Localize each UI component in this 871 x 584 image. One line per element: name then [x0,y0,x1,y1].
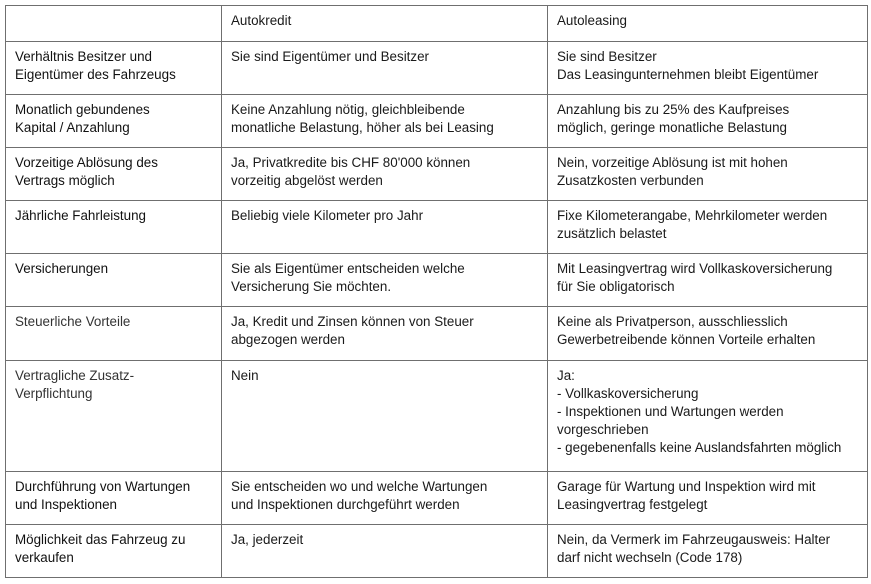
cell-text-line: für Sie obligatorisch [557,279,675,294]
cell-text-line: Monatlich gebundenes [15,102,150,117]
cell-text-line: Nein [231,368,259,383]
cell-text-line: Keine als Privatperson, ausschliesslich [557,314,788,329]
table-row [6,95,868,148]
header-row [6,6,868,42]
cell-text-line: monatliche Belastung, höher als bei Leasing [231,120,494,135]
cell-text-line: Nein, vorzeitige Ablösung ist mit hohen [557,155,788,170]
table-row [6,472,868,525]
table-row [6,361,868,472]
table-row [6,42,868,95]
table-body [6,42,868,578]
cell-text-line: möglich, geringe monatliche Belastung [557,120,788,135]
autoleasing-cell [548,361,868,472]
cell-text-line: Ja: [557,368,575,383]
autokredit-cell [222,525,548,578]
row-label-cell [6,42,222,95]
cell-text-line: Gewerbetreibende können Vorteile erhalten [557,332,816,347]
row-label-cell [6,361,222,472]
row-label-cell [6,201,222,254]
cell-text-line: verkaufen [15,550,74,565]
cell-text-line: Sie sind Eigentümer und Besitzer [231,49,429,64]
cell-text-line: - Inspektionen und Wartungen werden [557,404,784,419]
cell-text-line: Vorzeitige Ablösung des [15,155,158,170]
autokredit-cell [222,472,548,525]
row-label-cell [6,95,222,148]
cell-text-line: Das Leasingunternehmen bleibt Eigentümer [557,67,819,82]
autokredit-cell [222,42,548,95]
cell-text-line: Sie als Eigentümer entscheiden welche [231,261,465,276]
row-label-cell [6,254,222,307]
autoleasing-cell [548,148,868,201]
cell-text-line: Zusatzkosten verbunden [557,173,704,188]
cell-text-line: Durchführung von Wartungen [15,479,191,494]
table-row [6,201,868,254]
autoleasing-cell [548,254,868,307]
cell-text-line: Fixe Kilometerangabe, Mehrkilometer werden [557,208,828,223]
autokredit-cell [222,254,548,307]
autoleasing-cell [548,95,868,148]
cell-text-line: Sie entscheiden wo und welche Wartungen [231,479,488,494]
cell-text-line: Vertrags möglich [15,173,115,188]
cell-text-line: vorzeitig abgelöst werden [231,173,383,188]
cell-text-line: Möglichkeit das Fahrzeug zu [15,532,186,547]
cell-text-line: Steuerliche Vorteile [15,314,131,329]
cell-text-line: Kapital / Anzahlung [15,120,130,135]
cell-text-line: Sie sind Besitzer [557,49,657,64]
cell-text-line: Ja, jederzeit [231,532,304,547]
cell-text-line: und Inspektionen [15,497,117,512]
cell-text-line: Nein, da Vermerk im Fahrzeugausweis: Halter [557,532,831,547]
cell-text-line: und Inspektionen durchgeführt werden [231,497,460,512]
comparison-table [5,5,868,578]
cell-text-line: Eigentümer des Fahrzeugs [15,67,176,82]
autoleasing-cell [548,525,868,578]
autoleasing-cell [548,307,868,361]
row-label-cell [6,148,222,201]
row-label-cell [6,472,222,525]
cell-text-line: darf nicht wechseln (Code 178) [557,550,743,565]
header-empty-cell [6,6,222,42]
cell-text-line: - gegebenenfalls keine Auslandsfahrten möglich [557,440,842,455]
autoleasing-cell [548,472,868,525]
cell-text-line: Keine Anzahlung nötig, gleichbleibende [231,102,465,117]
cell-text-line: Versicherungen [15,261,109,276]
header-autokredit: Autokredit [222,6,548,42]
cell-text-line: Beliebig viele Kilometer pro Jahr [231,208,424,223]
cell-text-line: Versicherung Sie möchten. [231,279,392,294]
cell-text-line: Verpflichtung [15,386,93,401]
autokredit-cell [222,361,548,472]
cell-text-line: Leasingvertrag festgelegt [557,497,708,512]
autoleasing-cell [548,42,868,95]
cell-text-line: Ja, Kredit und Zinsen können von Steuer [231,314,474,329]
row-label-cell [6,307,222,361]
autokredit-cell [222,201,548,254]
cell-text-line: zusätzlich belastet [557,226,667,241]
autoleasing-cell [548,201,868,254]
table-row [6,254,868,307]
table-row [6,148,868,201]
row-label-cell [6,525,222,578]
cell-text-line: Anzahlung bis zu 25% des Kaufpreises [557,102,790,117]
autokredit-cell [222,148,548,201]
table-row [6,307,868,361]
cell-text-line: Verhältnis Besitzer und [15,49,152,64]
header-autoleasing: Autoleasing [548,6,868,42]
autokredit-cell [222,95,548,148]
autokredit-cell [222,307,548,361]
cell-text-line: Ja, Privatkredite bis CHF 80'000 können [231,155,471,170]
cell-text-line: - Vollkaskoversicherung [557,386,699,401]
cell-text-line: Garage für Wartung und Inspektion wird mit [557,479,816,494]
table-row [6,525,868,578]
cell-text-line: Mit Leasingvertrag wird Vollkaskoversicherung [557,261,833,276]
cell-text-line: Jährliche Fahrleistung [15,208,146,223]
cell-text-line: vorgeschrieben [557,422,649,437]
cell-text-line: Vertragliche Zusatz- [15,368,135,383]
cell-text-line: abgezogen werden [231,332,345,347]
